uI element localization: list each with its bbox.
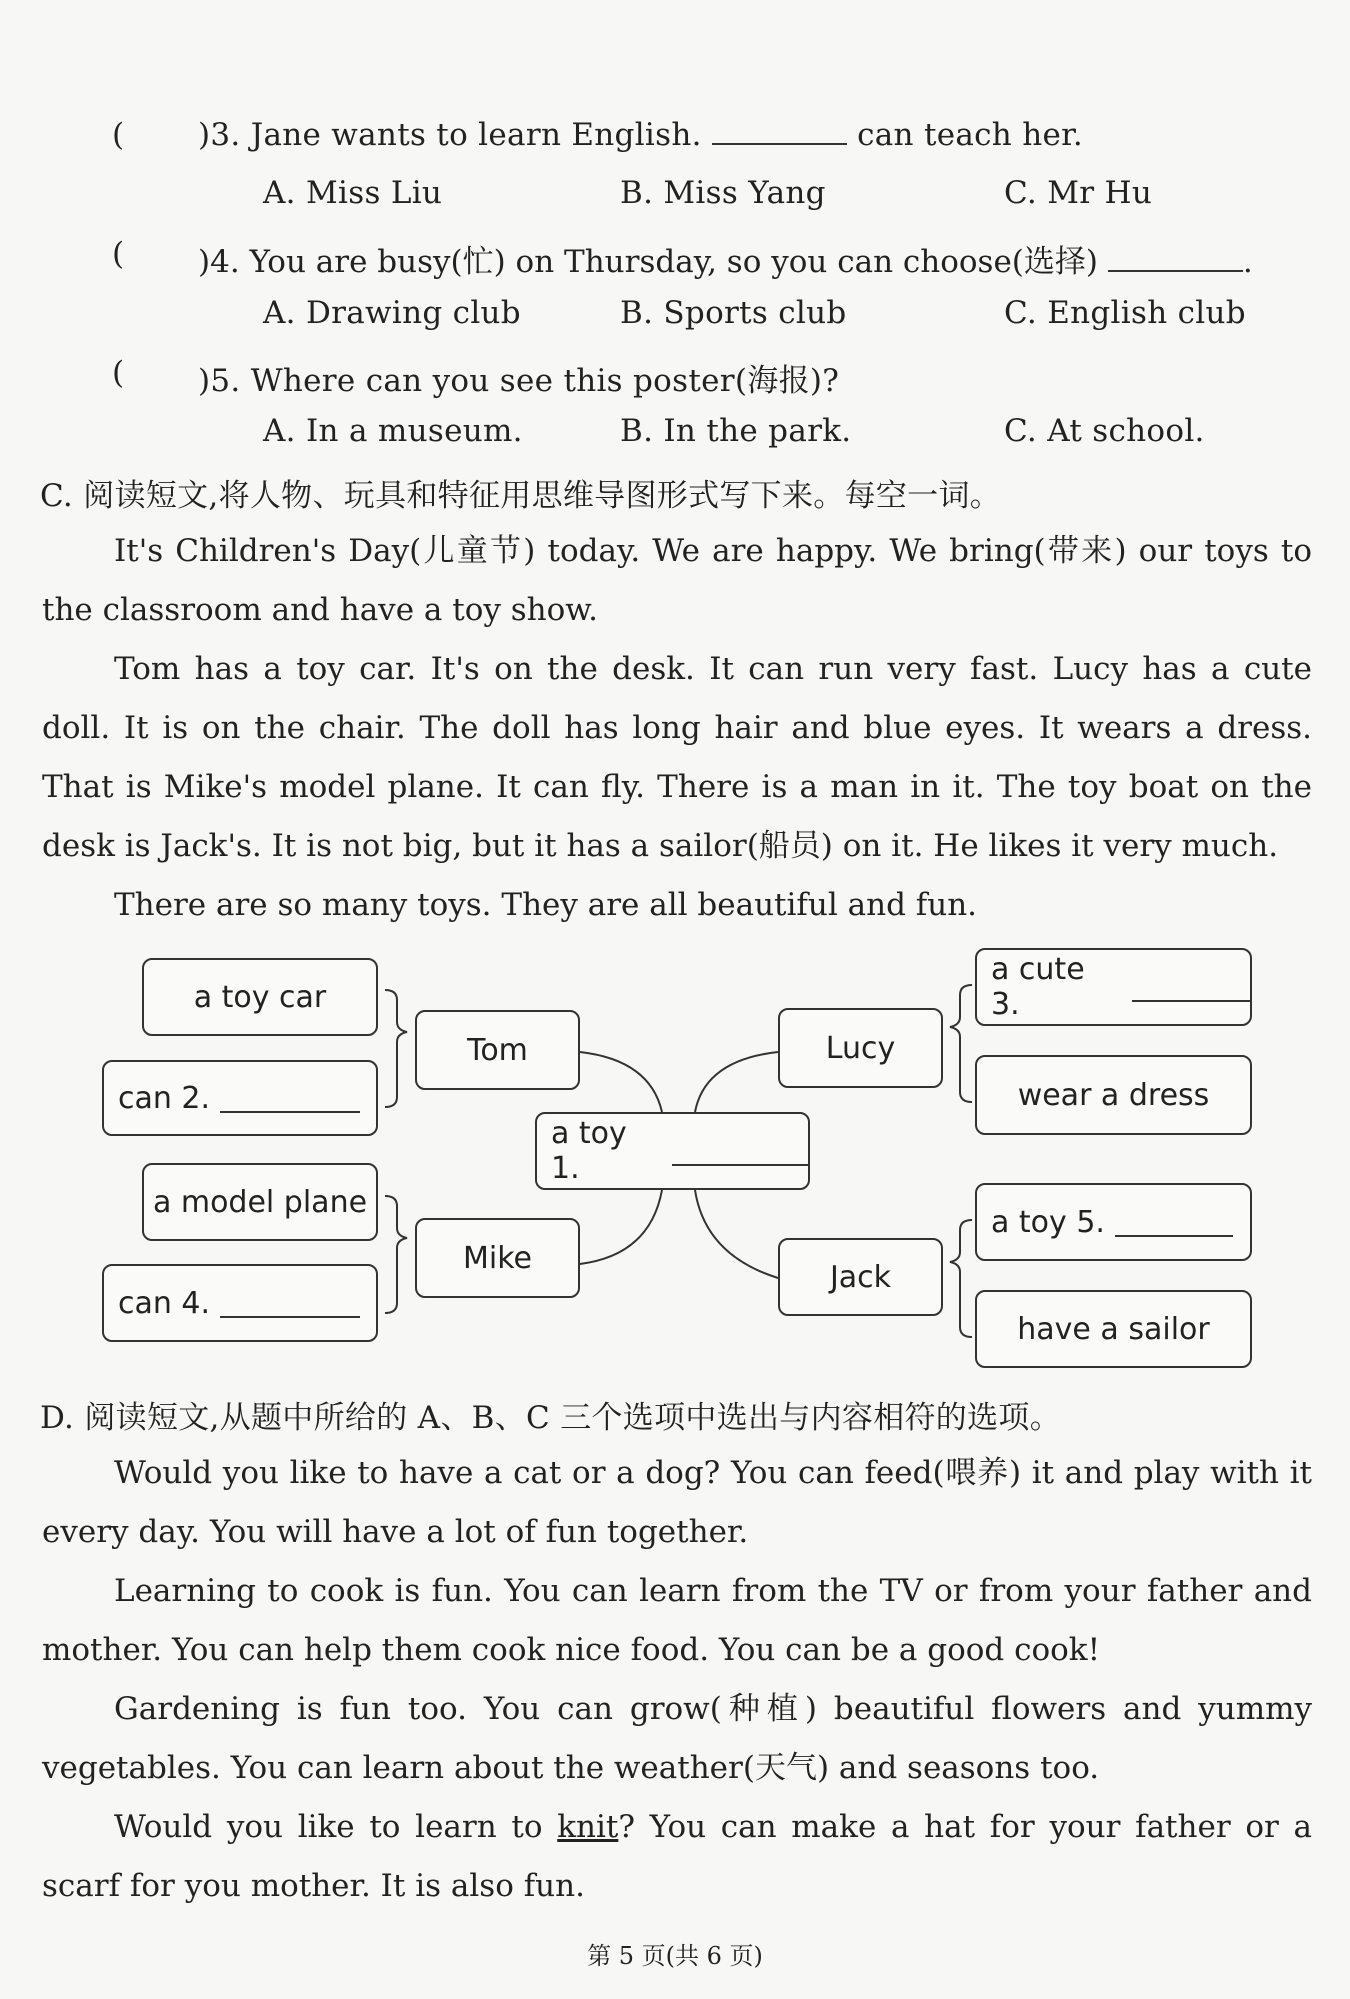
section-d-paragraph-1: Would you like to have a cat or a dog? You can feed(喂养) it and play with it every day. You will have a lot of fun together. [42,1455,1312,1550]
lucy-node: Lucy [778,1008,943,1088]
box-label: a cute 3. [991,952,1085,1022]
option-b: B. Miss Yang [620,175,826,211]
mike-node: Mike [415,1218,580,1298]
answer-blank[interactable] [220,1288,360,1318]
paragraph-text: ? You can make a hat for your father or a scarf for you mother. It is also fun. [42,1809,1313,1904]
page-footer: 第 5 页(共 6 页) [587,1942,763,1970]
section-d-paragraph-3: Gardening is fun too. You can grow(种植) beautiful flowers and yummy vegetables. You can learn about the weather(天气) and seasons too. [42,1691,1312,1786]
section-c-paragraph-1: It's Children's Day(儿童节) today. We are happy. We bring(带来) our toys to the classroom and have a toy show. [42,533,1312,628]
lucy-adjective-box[interactable] [975,948,1252,1026]
option-b: B. Sports club [620,295,847,331]
box-label: a toy 1. [551,1116,627,1186]
jack-feature-box: have a sailor [975,1290,1252,1368]
answer-blank[interactable] [1115,1207,1233,1237]
answer-paren: ( [112,117,125,153]
box-label: can 4. [118,1285,211,1321]
section-c-heading: C. 阅读短文,将人物、玩具和特征用思维导图形式写下来。每空一词。 [40,478,1002,514]
section-d-paragraph-2: Learning to cook is fun. You can learn from the TV or from your father and mother. You can help them cook nice food. You can be a good cook! [42,1573,1312,1668]
question-text: Where can you see this poster(海报)? [250,363,840,399]
question-text: Jane wants to learn English. [250,117,702,153]
option-a: A. Miss Liu [263,175,443,211]
option-c: C. Mr Hu [1004,175,1153,211]
lucy-feature-box: wear a dress [975,1055,1252,1135]
box-label: a toy 5. [991,1204,1105,1240]
section-c-paragraph-3: There are so many toys. They are all beautiful and fun. [114,887,978,923]
tom-node: Tom [415,1010,580,1090]
section-d-paragraph-4 [42,1798,1312,1916]
option-a: A. Drawing club [263,295,521,331]
question-text-after: . [1242,244,1253,280]
question-number: )3. [198,117,241,153]
question-number: )4. [198,244,240,280]
underlined-word: knit [557,1809,619,1845]
jack-toy-box[interactable] [975,1183,1252,1261]
box-label: can 2. [118,1080,211,1116]
mike-ability-box[interactable] [102,1264,378,1342]
option-a: A. In a museum. [263,413,523,449]
answer-blank[interactable] [672,1136,808,1166]
tom-toy-box: a toy car [142,958,378,1036]
answer-paren: ( [112,236,125,272]
question-number: )5. [198,363,241,399]
answer-paren: ( [112,355,125,391]
question-text-after: can teach her. [857,117,1083,153]
section-d-heading: D. 阅读短文,从题中所给的 A、B、C 三个选项中选出与内容相符的选项。 [40,1400,1062,1436]
jack-node: Jack [778,1238,943,1316]
section-c-paragraph-2: Tom has a toy car. It's on the desk. It can run very fast. Lucy has a cute doll. It is on the chair. The doll has long hair and blue eyes. It wears a dress. That is Mike's model plane. It can fly. There is a man in it. The toy boat on the desk is Jack's. It is not big, but it has a sailor(船员) on it. He likes it very much. [42,651,1312,864]
question-text: You are busy(忙) on Thursday, so you can choose(选择) [249,244,1098,280]
option-c: C. At school. [1004,413,1205,449]
tom-ability-box[interactable] [102,1060,378,1136]
answer-blank[interactable] [1132,972,1250,1002]
mike-toy-box: a model plane [142,1163,378,1241]
paragraph-text: Would you like to learn to [114,1809,558,1845]
center-node[interactable] [535,1112,810,1190]
option-b: B. In the park. [620,413,852,449]
option-c: C. English club [1004,295,1246,331]
answer-blank[interactable] [220,1083,360,1113]
